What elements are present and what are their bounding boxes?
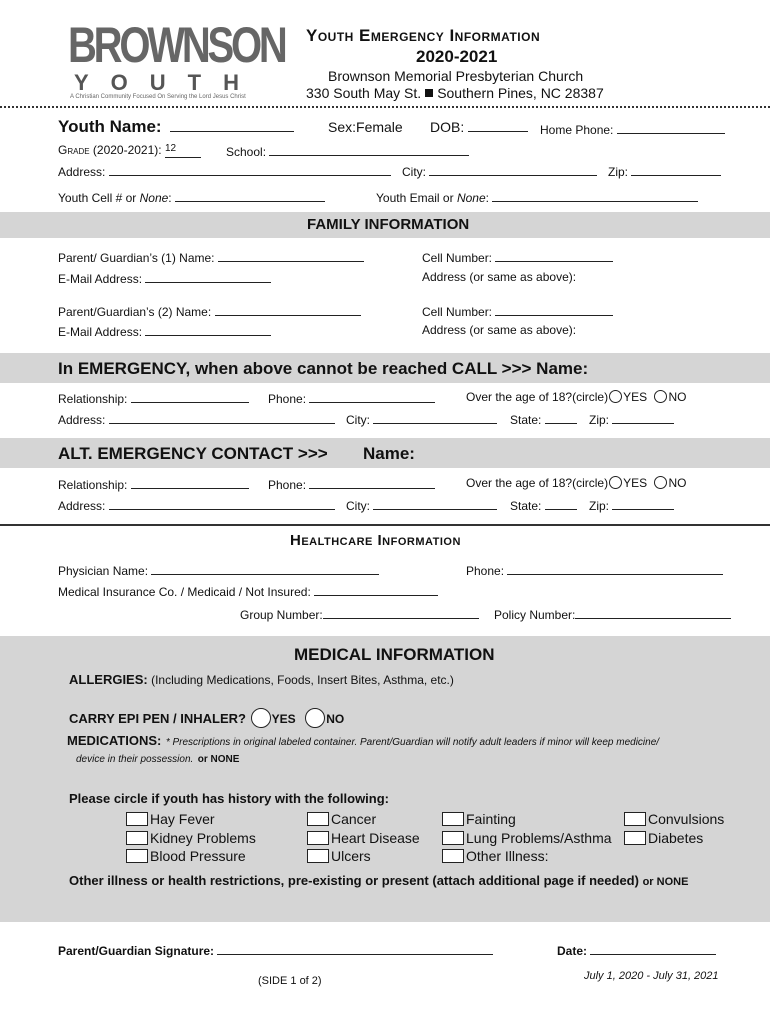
emergency-address-field[interactable]: [109, 411, 335, 424]
physician-phone-field[interactable]: [507, 562, 723, 575]
dob-field[interactable]: [468, 119, 528, 132]
physician-field[interactable]: [151, 562, 379, 575]
form-title: Youth Emergency Information: [306, 26, 541, 45]
dob-label: DOB:: [430, 119, 465, 135]
parent1-name-row: [58, 249, 364, 265]
youth-name-label: Youth Name:: [58, 117, 162, 136]
kidney-checkbox[interactable]: [126, 831, 148, 845]
blood-checkbox[interactable]: [126, 849, 148, 863]
other-restrictions-label: Other illness or health restrictions, pre-existing or present (attach additional page if needed): [69, 873, 639, 888]
family-heading: FAMILY INFORMATION: [307, 216, 470, 233]
allergies-label: ALLERGIES:: [69, 672, 148, 687]
school-label: School:: [226, 145, 267, 159]
condition-convulsions[interactable]: [624, 811, 724, 827]
medications-row-2: [76, 749, 239, 767]
logo-main-text: BROWNSON: [68, 17, 285, 73]
city-field[interactable]: [429, 163, 597, 176]
emergency-zip-label: Zip:: [589, 413, 610, 427]
grade-label: Grade (2020-2021):: [58, 143, 162, 157]
lung-checkbox[interactable]: [442, 831, 464, 845]
condition-lung[interactable]: [442, 830, 612, 846]
church-address: [306, 85, 604, 101]
alt-address-label: Address:: [58, 499, 106, 513]
home-phone-label: Home Phone:: [540, 123, 614, 137]
alt-relationship-label: Relationship:: [58, 478, 128, 492]
emergency-no-label: NO: [668, 390, 687, 404]
grade-field[interactable]: [165, 143, 201, 158]
medications-label: MEDICATIONS:: [67, 733, 162, 748]
home-phone-field[interactable]: [617, 121, 725, 134]
alt-state-label: State:: [510, 499, 542, 513]
grade-value: 12: [164, 143, 177, 154]
youth-cell-none: None: [139, 191, 169, 205]
insurance-row: [58, 583, 438, 599]
alt-state-field[interactable]: [545, 497, 577, 510]
parent2-address-label: Address (or same as above):: [422, 323, 577, 337]
parent1-name-field[interactable]: [218, 249, 364, 262]
youth-email-field[interactable]: [492, 189, 698, 202]
policy-field[interactable]: [575, 606, 731, 619]
emergency-city-row: [346, 411, 497, 427]
alt-emergency-heading: ALT. EMERGENCY CONTACT >>>: [58, 444, 328, 463]
fainting-label: Fainting: [466, 811, 516, 827]
physician-phone-row: [466, 562, 723, 578]
youth-name-row: [58, 117, 294, 137]
alt-no-radio[interactable]: [654, 476, 667, 489]
emergency-zip-row: [589, 411, 674, 427]
alt-city-field[interactable]: [373, 497, 497, 510]
emergency-band: [0, 353, 770, 383]
alt-state-row: [510, 497, 577, 513]
physician-row: [58, 562, 379, 578]
parent1-address-label: Address (or same as above):: [422, 270, 577, 284]
signature-field[interactable]: [217, 942, 493, 955]
sex-label: Sex:: [328, 119, 357, 135]
parent1-cell-field[interactable]: [495, 249, 613, 262]
condition-heart[interactable]: [307, 830, 420, 846]
diabetes-label: Diabetes: [648, 830, 704, 846]
side-indicator: (SIDE 1 of 2): [258, 975, 322, 987]
kidney-label: Kidney Problems: [150, 830, 256, 846]
policy-label: Policy Number:: [494, 608, 576, 622]
healthcare-heading: Healthcare Information: [290, 532, 461, 549]
epipen-row: [69, 708, 344, 728]
hay-fever-checkbox[interactable]: [126, 812, 148, 826]
parent2-name-field[interactable]: [215, 303, 361, 316]
emergency-city-label: City:: [346, 413, 370, 427]
alt-city-label: City:: [346, 499, 370, 513]
lung-label: Lung Problems/Asthma: [466, 830, 612, 846]
parent2-cell-label: Cell Number:: [422, 305, 493, 319]
condition-hay-fever[interactable]: [126, 811, 215, 827]
alt-zip-field[interactable]: [612, 497, 674, 510]
policy-row: [494, 606, 731, 622]
parent2-email-field[interactable]: [145, 323, 271, 336]
medications-or-none: or NONE: [197, 754, 240, 765]
other-restrictions-row: [69, 873, 688, 888]
church-city: Southern Pines, NC 28387: [437, 85, 604, 101]
epipen-yes-label: YES: [271, 712, 296, 726]
group-label: Group Number:: [240, 608, 323, 622]
church-name: Brownson Memorial Presbyterian Church: [328, 68, 584, 84]
form-year: 2020-2021: [416, 47, 498, 66]
condition-fainting[interactable]: [442, 811, 516, 827]
condition-blood[interactable]: [126, 848, 246, 864]
date-field[interactable]: [590, 942, 716, 955]
epipen-yes-radio[interactable]: [251, 708, 271, 728]
emergency-no-radio[interactable]: [654, 390, 667, 403]
alt-zip-label: Zip:: [589, 499, 610, 513]
date-label: Date:: [557, 944, 588, 958]
physician-label: Physician Name:: [58, 564, 149, 578]
ulcers-checkbox[interactable]: [307, 849, 329, 863]
emergency-address-label: Address:: [58, 413, 106, 427]
parent2-cell-row: [422, 303, 613, 319]
healthcare-divider: [0, 524, 770, 526]
convulsions-checkbox[interactable]: [624, 812, 646, 826]
alt-over18-row: [466, 476, 686, 490]
emergency-yes-radio[interactable]: [609, 390, 622, 403]
alt-phone-label: Phone:: [268, 478, 307, 492]
alt-phone-row: [268, 476, 435, 492]
group-row: [240, 606, 479, 622]
logo: [68, 17, 285, 102]
youth-cell-field[interactable]: [175, 189, 325, 202]
home-phone-row: [540, 121, 725, 137]
epipen-label: CARRY EPI PEN / INHALER?: [69, 711, 246, 726]
address-row: [58, 163, 391, 179]
parent1-email-field[interactable]: [145, 270, 271, 283]
grade-row: [58, 143, 201, 158]
alt-phone-field[interactable]: [309, 476, 435, 489]
emergency-phone-field[interactable]: [309, 390, 435, 403]
parent2-name-label: Parent/Guardian’s (2) Name:: [58, 305, 212, 319]
parent1-cell-label: Cell Number:: [422, 251, 493, 265]
epipen-no-label: NO: [326, 712, 345, 726]
emergency-relationship-field[interactable]: [131, 390, 249, 403]
bullet-square-icon: [425, 89, 433, 97]
emergency-address-row: [58, 411, 335, 427]
medications-note-1: * Prescriptions in original labeled container. Parent/Guardian will notify adult leaders if minor will keep medicine/: [165, 737, 660, 748]
parent1-email-label: E-Mail Address:: [58, 272, 143, 286]
parent2-cell-field[interactable]: [495, 303, 613, 316]
hay-fever-label: Hay Fever: [150, 811, 215, 827]
emergency-relationship-row: [58, 390, 249, 406]
alt-address-row: [58, 497, 335, 513]
condition-diabetes[interactable]: [624, 830, 703, 846]
school-field[interactable]: [269, 143, 469, 156]
church-street: 330 South May St.: [306, 85, 422, 101]
alt-zip-row: [589, 497, 674, 513]
medications-row: [67, 732, 659, 750]
alt-no-label: NO: [668, 476, 687, 490]
physician-phone-label: Phone:: [466, 564, 505, 578]
heart-label: Heart Disease: [331, 830, 420, 846]
alt-emergency-name-label: Name:: [363, 444, 415, 463]
medications-note-2: device in their possession.: [76, 754, 194, 765]
alt-relationship-row: [58, 476, 249, 492]
youth-email-none: None: [456, 191, 486, 205]
allergies-note: (Including Medications, Foods, Insert Bites, Asthma, etc.): [151, 673, 454, 687]
header-divider: [0, 106, 770, 108]
school-row: [226, 143, 469, 159]
epipen-no-radio[interactable]: [305, 708, 325, 728]
youth-email-label: Youth Email or: [376, 191, 457, 205]
alt-address-field[interactable]: [109, 497, 335, 510]
cancer-label: Cancer: [331, 811, 377, 827]
zip-row: [608, 163, 721, 179]
parent1-cell-row: [422, 249, 613, 265]
ulcers-label: Ulcers: [331, 848, 371, 864]
emergency-heading: In EMERGENCY, when above cannot be reached CALL >>> Name:: [58, 359, 589, 378]
condition-other[interactable]: [442, 848, 548, 864]
allergies-row: [69, 672, 454, 687]
youth-name-field[interactable]: [170, 119, 294, 132]
dob-row: [430, 119, 528, 135]
signature-row: [58, 942, 493, 958]
parent2-email-row: [58, 323, 271, 339]
parent1-name-label: Parent/ Guardian’s (1) Name:: [58, 251, 215, 265]
emergency-state-label: State:: [510, 413, 542, 427]
alt-over18-label: Over the age of 18?(circle): [466, 476, 609, 490]
date-row: [557, 942, 716, 958]
emergency-city-field[interactable]: [373, 411, 497, 424]
youth-cell-colon: :: [168, 191, 172, 205]
youth-email-colon: :: [485, 191, 489, 205]
sex-row: [328, 119, 403, 135]
other-checkbox[interactable]: [442, 849, 464, 863]
history-label: Please circle if youth has history with the following:: [69, 791, 389, 806]
condition-ulcers[interactable]: [307, 848, 371, 864]
family-band: [0, 212, 770, 238]
convulsions-label: Convulsions: [648, 811, 725, 827]
alt-relationship-field[interactable]: [131, 476, 249, 489]
emergency-phone-row: [268, 390, 435, 406]
parent1-email-row: [58, 270, 271, 286]
parent2-name-row: [58, 303, 361, 319]
signature-label: Parent/Guardian Signature:: [58, 944, 215, 958]
insurance-field[interactable]: [314, 583, 438, 596]
heart-checkbox[interactable]: [307, 831, 329, 845]
diabetes-checkbox[interactable]: [624, 831, 646, 845]
emergency-state-field[interactable]: [545, 411, 577, 424]
emergency-phone-label: Phone:: [268, 392, 307, 406]
address-label: Address:: [58, 165, 106, 179]
sex-value[interactable]: Female: [356, 119, 403, 135]
logo-tagline: A Christian Community Focused On Serving the Lord Jesus Christ: [70, 94, 246, 100]
emergency-relationship-label: Relationship:: [58, 392, 128, 406]
address-field[interactable]: [109, 163, 391, 176]
group-field[interactable]: [323, 606, 479, 619]
condition-cancer[interactable]: [307, 811, 376, 827]
alt-city-row: [346, 497, 497, 513]
logo-sub-text: YOUTH: [74, 70, 261, 95]
emergency-over18-label: Over the age of 18?(circle): [466, 390, 609, 404]
other-label: Other Illness:: [466, 848, 549, 864]
youth-cell-label: Youth Cell # or: [58, 191, 140, 205]
form-date-range: July 1, 2020 - July 31, 2021: [584, 970, 719, 982]
cancer-checkbox[interactable]: [307, 812, 329, 826]
zip-field[interactable]: [631, 163, 721, 176]
emergency-zip-field[interactable]: [612, 411, 674, 424]
parent2-email-label: E-Mail Address:: [58, 325, 143, 339]
fainting-checkbox[interactable]: [442, 812, 464, 826]
city-row: [402, 163, 597, 179]
blood-label: Blood Pressure: [150, 848, 246, 864]
youth-cell-row: [58, 189, 325, 205]
alt-yes-radio[interactable]: [609, 476, 622, 489]
youth-email-row: [376, 189, 698, 205]
emergency-state-row: [510, 411, 577, 427]
medical-heading: MEDICAL INFORMATION: [294, 645, 495, 664]
emergency-yes-label: YES: [623, 390, 648, 404]
insurance-label: Medical Insurance Co. / Medicaid / Not Insured:: [58, 585, 311, 599]
emergency-over18-row: [466, 390, 686, 404]
other-restrictions-none: or NONE: [642, 876, 689, 888]
zip-label: Zip:: [608, 165, 629, 179]
condition-kidney[interactable]: [126, 830, 256, 846]
alt-yes-label: YES: [623, 476, 648, 490]
alt-emergency-band: [0, 438, 770, 468]
city-label: City:: [402, 165, 426, 179]
